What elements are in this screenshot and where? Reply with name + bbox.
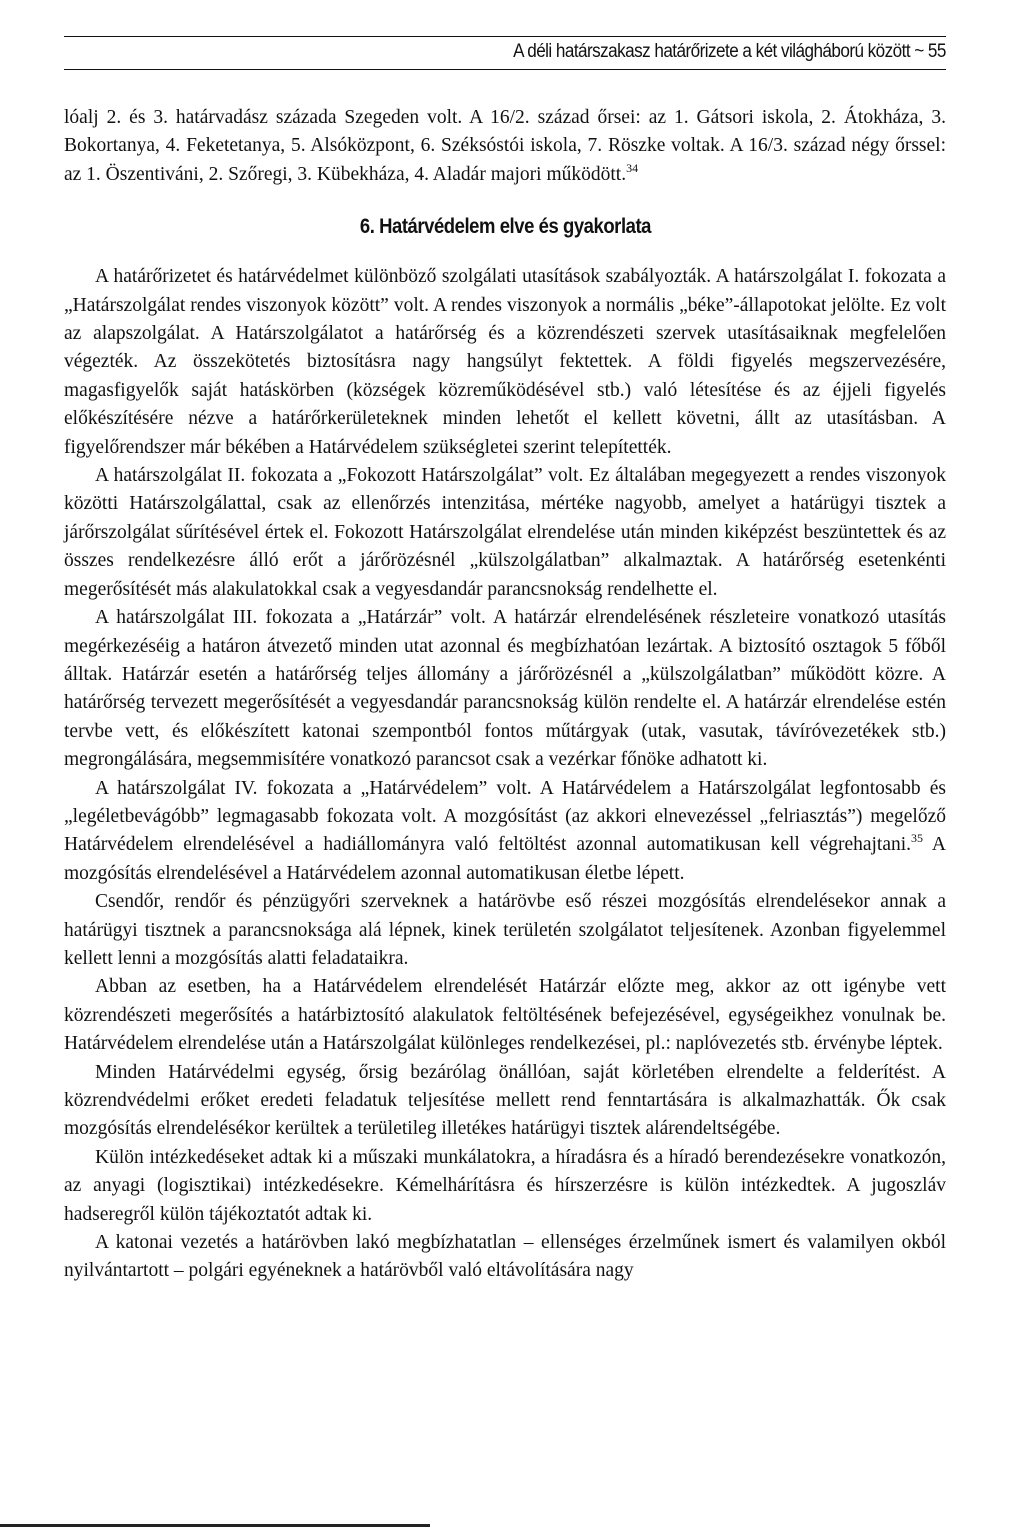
paragraph-reconnaissance: Minden Határvédelmi egység, őrsig bezárólag önállóan, saját körletében elrendelte a felderítést. A közrendvédelmi erőket eredeti feladatuk teljesítése mellett rend fenntartására is alkalmazhatták. Ők csak mozgósítás elrendelésékor kerültek a területileg illetékes határügyi tisztek alárendeltségébe. [64, 1061, 946, 1140]
paragraph-level-4-text-b: A mozgósítás elrendelésével a Határvédelem azonnal automatikusan életbe lépett. [64, 834, 946, 884]
paragraph-border-closure-precedence: Abban az esetben, ha a Határvédelem elrendelését Határzár előzte meg, akkor az ott igénybe vett közrendészeti megerősítés a határbiztosító alakulatok feltöltésének befejezésével, egységeikhez vonulnak be. Határvédelem elrendelése után a Határszolgálat különleges rendelkezései, pl.: naplóvezetés stb. érvénybe léptek. [64, 976, 946, 1055]
paragraph-gendarmerie: Csendőr, rendőr és pénzügyőri szerveknek a határövbe eső részei mozgósítás elrendelésekor annak a határügyi tisztnek a parancsnoksága alá lépnek, kinek területén szolgálatot teljesítenek. Azonban figyelemmel kellett lenni a mozgósítás alatti feladataikra. [64, 891, 946, 969]
section-heading-text: 6. Határvédelem elve és gyakorlata [359, 215, 651, 239]
page-body [64, 104, 946, 1286]
intro-paragraph [64, 104, 946, 189]
section-heading [64, 213, 946, 241]
paragraph-border-service-level-3: A határszolgálat III. fokozata a „Határzár” volt. A határzár elrendelésének részleteire vonatkozó utasítás megérkezéséig a határon átvezető minden utat azonnal és megbízhatóan lezártak. A biztosító osztagok 5 főből álltak. Határzár esetén a határőrség teljes állomány a járőrözésnél a „külszolgálatban” működött közre. A határőrség tervezett megerősítését a vegyesdandár parancsnokság külön rendelte el. A határzár elrendelése estén tervbe vett, és előkészített katonai szempontból fontos műtárgyak (utak, vasutak, távíróvezetékek stb.) megrongálására, megsemmisítére vonatkozó parancsot csak a vezérkar főnöke adhatott ki. [64, 607, 946, 771]
bottom-edge-rule [0, 1524, 430, 1527]
running-header [64, 36, 946, 70]
paragraph-border-service-level-2: A határszolgálat II. fokozata a „Fokozott Határszolgálat” volt. Ez általában megegyezett a rendes viszonyok közötti Határszolgálattal, csak az ellenőrzés intenzitása, mértéke nagyobb, amelyet a határügyi tisztek a járőrszolgálat sűrítésével értek el. Fokozott Határszolgálat elrendelése után minden kiképzést beszüntettek és az összes rendelkezésre álló erőt a járőrözésnél „külszolgálatban” alkalmaztak. A határőrség esetenkénti megerősítését más alakulatokkal csak a vegyesdandár parancsnokság rendelhette el. [64, 465, 946, 600]
intro-paragraph-text: lóalj 2. és 3. határvadász százada Szegeden volt. A 16/2. század őrsei: az 1. Gátsori iskola, 2. Átokháza, 3. Bokortanya, 4. Feketetanya, 5. Alsóközpont, 6. Széksóstói iskola, 7. Röszke voltak. A 16/3. század négy őrssel: az 1. Öszentiváni, 2. Szőregi, 3. Kübekháza, 4. Aladár majori működött. [64, 107, 946, 185]
footnote-marker-34: 34 [626, 160, 639, 175]
footnote-marker-35: 35 [911, 831, 924, 846]
paragraph-special-measures: Külön intézkedéseket adtak ki a műszaki munkálatokra, a híradásra és a híradó berendezésekre vonatkozón, az anyagi (logisztikai) intézkedésekre. Kémelhárításra és hírszerzésre is külön intézkedtek. A jugoszláv hadseregről külön tájékoztatót adtak ki. [64, 1146, 946, 1225]
running-header-title: A déli határszakasz határőrizete a két világháború között ~ 55 [513, 41, 946, 62]
paragraph-military-command: A katonai vezetés a határövben lakó megbízhatatlan – ellenséges érzelműnek ismert és valamilyen okból nyilvántartott – polgári egyéneknek a határövből való eltávolítására nagy [64, 1232, 946, 1282]
paragraph-border-service-level-4 [64, 775, 946, 889]
paragraph-border-service-level-1: A határőrizetet és határvédelmet különböző szolgálati utasítások szabályozták. A határszolgálat I. fokozata a „Határszolgálat rendes viszonyok között” volt. A rendes viszonyok a normális „béke”-állapotokat jelölte. Ez volt az alapszolgálat. A Határszolgálatot a határőrség és a közrendészeti szervek utasításaiknak megfelelően végezték. Az összekötetés biztosításra nagy hangsúlyt fektettek. A földi figyelés megszervezésére, magasfigyelők saját hatáskörben (községek közreműködésével stb.) való létesítése és az éjjeli figyelés előkészítésére nézve a határőrkerületeknek minden lehetőt el kellett követni, állt az utasításban. A figyelőrendszer már békében a Határvédelem szükségletei szerint telepítették. [64, 266, 946, 458]
paragraph-level-4-text-a: A határszolgálat IV. fokozata a „Határvédelem” volt. A Határvédelem a Határszolgálat legfontosabb és „legéletbevágóbb” legmagasabb fokozata volt. A mozgósítást (az akkori elnevezéssel „felriasztás”) megelőző Határvédelem elrendelésével a hadiállományra való feltöltést azonnal automatikusan kell végrehajtani. [64, 777, 946, 856]
